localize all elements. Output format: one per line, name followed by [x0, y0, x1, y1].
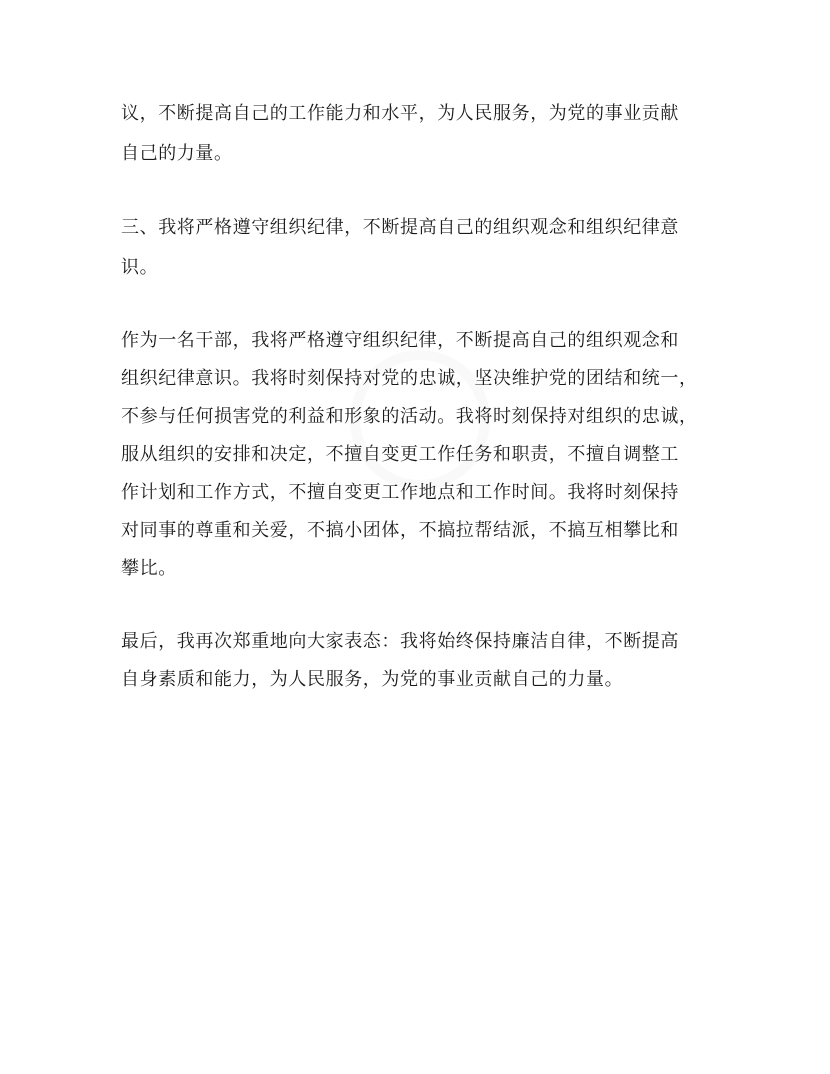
- text-line: 攀比。: [121, 558, 177, 579]
- text-line: 作计划和工作方式，不擅自变更工作地点和工作时间。我将时刻保持: [121, 482, 679, 503]
- text-line: 服从组织的安排和决定，不擅自变更工作任务和职责，不擅自调整工: [121, 444, 679, 465]
- text-line: 自己的力量。: [121, 143, 233, 164]
- text-line: 组织纪律意识。我将时刻保持对党的忠诚，坚决维护党的团结和统一，: [121, 368, 698, 389]
- text-line: 三、我将严格遵守组织纪律，不断提高自己的组织观念和组织纪律意: [121, 217, 679, 238]
- text-line: 自身素质和能力，为人民服务，为党的事业贡献自己的力量。: [121, 669, 624, 690]
- text-line: 最后，我再次郑重地向大家表态：我将始终保持廉洁自律，不断提高: [121, 631, 679, 652]
- text-line: 不参与任何损害党的利益和形象的活动。我将时刻保持对组织的忠诚，: [121, 406, 698, 427]
- text-line: 对同事的尊重和关爱，不搞小团体，不搞拉帮结派，不搞互相攀比和: [121, 520, 679, 541]
- text-line: 作为一名干部，我将严格遵守组织纪律，不断提高自己的组织观念和: [121, 330, 679, 351]
- text-line: 议，不断提高自己的工作能力和水平，为人民服务，为党的事业贡献: [121, 103, 679, 124]
- text-line: 识。: [121, 257, 159, 278]
